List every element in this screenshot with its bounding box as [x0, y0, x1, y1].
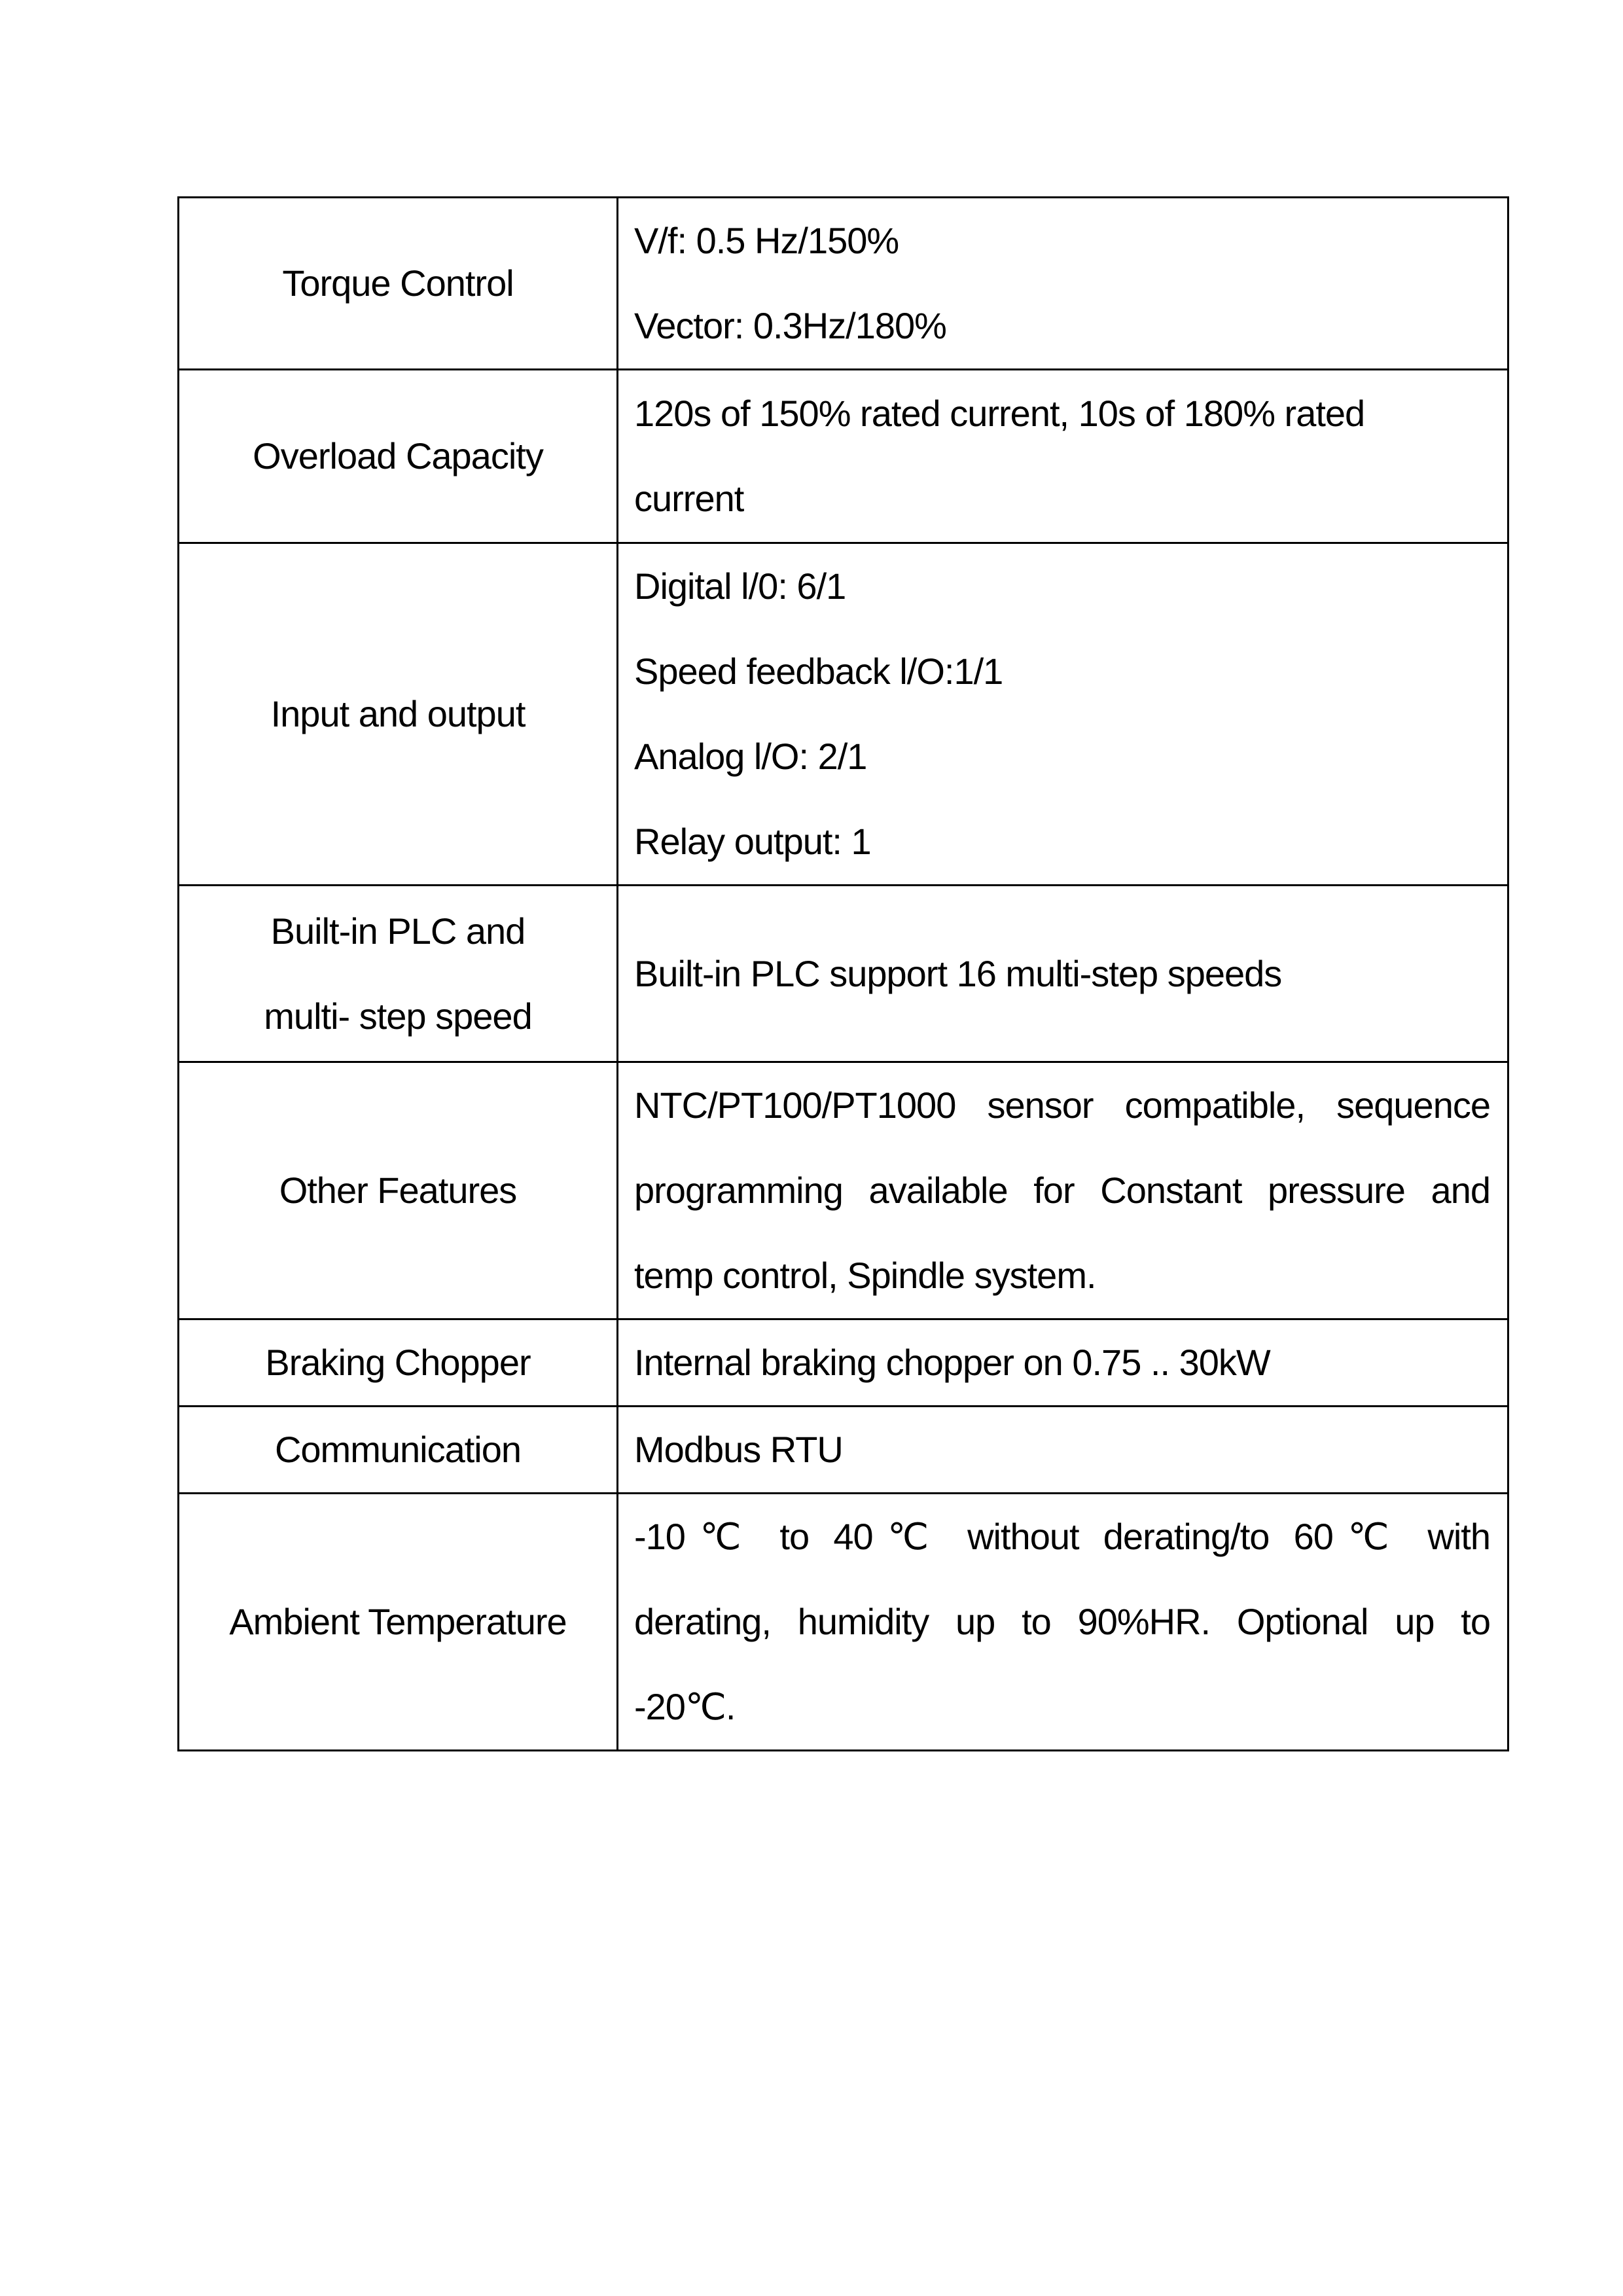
table-row-braking-chopper: [179, 1319, 1508, 1407]
row-value-cell: [618, 886, 1508, 1062]
value-line: temp control, Spindle system.: [634, 1255, 1096, 1296]
row-label: Communication: [274, 1429, 522, 1470]
value-line: Modbus RTU: [634, 1429, 843, 1470]
row-label: Braking Chopper: [265, 1342, 531, 1383]
value-line: derating, humidity up to 90%HR. Optional up to: [634, 1601, 1490, 1642]
row-label-cell: [179, 1494, 618, 1751]
row-label: Overload Capacity: [253, 435, 543, 476]
row-label: Built-in PLC and: [270, 910, 526, 952]
row-label-cell: [179, 886, 618, 1062]
row-label: Other Features: [279, 1170, 517, 1211]
row-label-cell: [179, 1062, 618, 1319]
table-row-torque-control: [179, 198, 1508, 370]
value-line: 120s of 150% rated current, 10s of 180% rated: [634, 393, 1365, 434]
value-line: programming available for Constant pressure and: [634, 1170, 1490, 1211]
table-row-overload-capacity: [179, 370, 1508, 543]
value-line: NTC/PT100/PT1000 sensor compatible, sequence: [634, 1085, 1490, 1126]
table-row-builtin-plc: [179, 886, 1508, 1062]
row-value-cell: [618, 1062, 1508, 1319]
value-line: Vector: 0.3Hz/180%: [634, 305, 946, 346]
value-line: Speed feedback l/O:1/1: [634, 651, 1003, 692]
row-label-cell: [179, 370, 618, 543]
value-line: V/f: 0.5 Hz/150%: [634, 220, 899, 261]
row-value-cell: [618, 370, 1508, 543]
value-line: current: [634, 478, 744, 519]
row-label: Input and output: [270, 693, 526, 734]
row-label-cell: [179, 543, 618, 886]
row-label: multi- step speed: [264, 995, 532, 1037]
value-line: Digital l/0: 6/1: [634, 565, 846, 607]
value-line: -20℃.: [634, 1686, 736, 1727]
row-label-cell: [179, 1319, 618, 1407]
table-row-ambient-temperature: [179, 1494, 1508, 1751]
row-value-cell: [618, 198, 1508, 370]
table-row-input-output: [179, 543, 1508, 886]
value-line: Built-in PLC support 16 multi-step speeds: [634, 952, 1282, 994]
row-label-cell: [179, 198, 618, 370]
row-label: Ambient Temperature: [229, 1601, 567, 1642]
row-value-cell: [618, 1407, 1508, 1494]
table-row-communication: [179, 1407, 1508, 1494]
value-line: -10℃ to 40℃ without derating/to 60℃ with: [634, 1516, 1490, 1557]
row-label: Torque Control: [282, 262, 514, 304]
row-value-cell: [618, 1319, 1508, 1407]
value-line: Relay output: 1: [634, 821, 871, 862]
row-label-cell: [179, 1407, 618, 1494]
table-row-other-features: [179, 1062, 1508, 1319]
value-line: Analog l/O: 2/1: [634, 736, 867, 777]
value-line: Internal braking chopper on 0.75 .. 30kW: [634, 1342, 1270, 1383]
spec-table: [177, 196, 1509, 1751]
row-value-cell: [618, 1494, 1508, 1751]
row-value-cell: [618, 543, 1508, 886]
